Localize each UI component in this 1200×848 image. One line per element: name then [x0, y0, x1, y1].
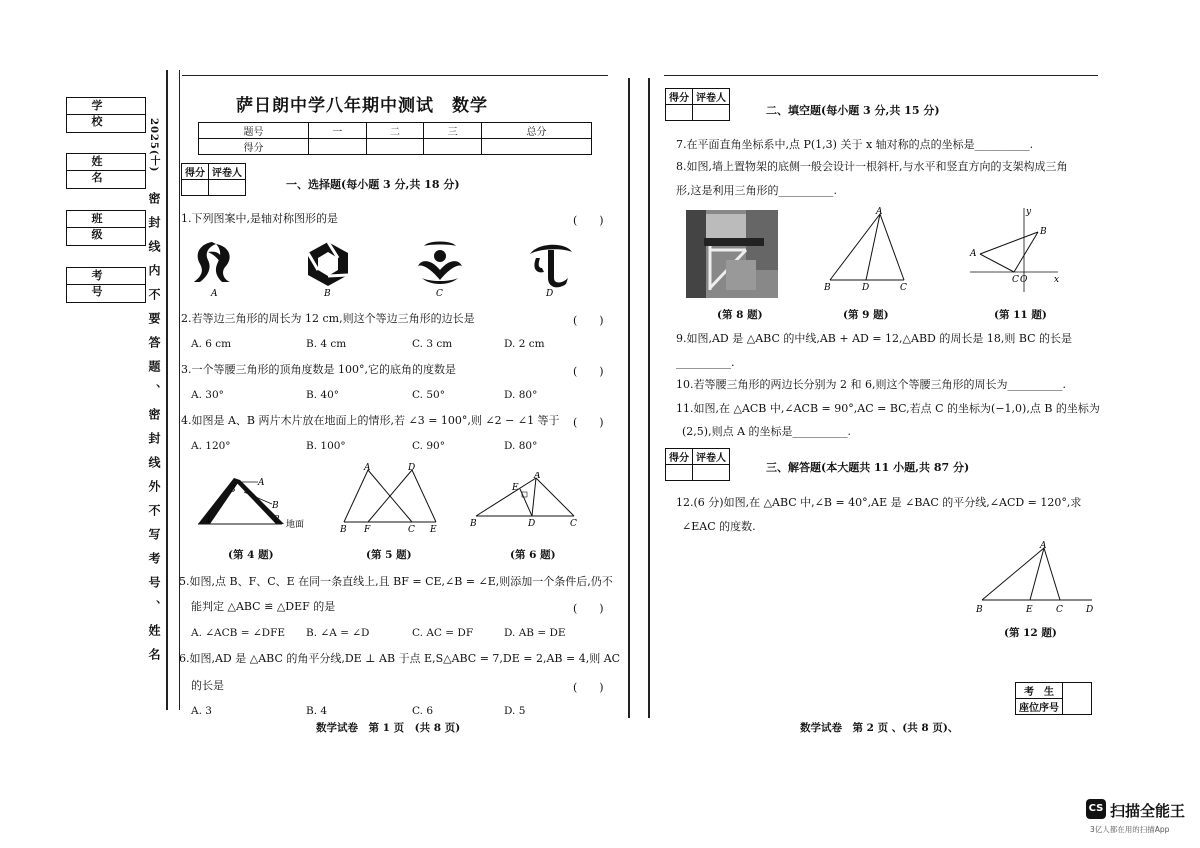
- q2-option: B. 4 cm: [306, 338, 347, 350]
- grader-cell: [209, 180, 246, 196]
- watermark-tagline: 3亿人都在用的扫描App: [1090, 825, 1170, 834]
- seat-label: 考 生: [1016, 683, 1063, 699]
- grader-cell: [693, 465, 730, 481]
- seal-line: [166, 70, 168, 710]
- q12-text-cont: ∠EAC 的度数.: [682, 520, 756, 533]
- q6-option: A. 3: [191, 705, 212, 717]
- svg-text:E: E: [512, 483, 519, 493]
- q4-option: B. 100°: [306, 440, 346, 452]
- ground-label: 地面: [286, 520, 305, 530]
- q6-option: D. 5: [504, 705, 526, 717]
- grader-box-1: [181, 163, 246, 196]
- answer-paren: ( ): [573, 214, 604, 227]
- class-label: 班 级: [67, 211, 145, 228]
- page1-top-rule: [182, 75, 608, 76]
- grader-label: 评卷人: [693, 449, 730, 465]
- q4-option: D. 80°: [504, 440, 538, 452]
- name-field: [66, 153, 146, 189]
- section1-title: 一、选择题(每小题 3 分,共 18 分): [286, 178, 460, 191]
- grader-box-3: [665, 448, 730, 481]
- q3-option: A. 30°: [191, 389, 224, 401]
- svg-text:O: O: [1020, 275, 1028, 285]
- score-header-cell: 一: [309, 123, 367, 139]
- q1-label-d: D: [546, 289, 554, 298]
- svg-text:C: C: [900, 283, 907, 293]
- q11-text-cont: (2,5),则点 A 的坐标是__________.: [682, 425, 852, 438]
- fig6-caption: (第 6 题): [510, 549, 556, 561]
- score-cell: [366, 139, 424, 155]
- fig11-caption: (第 11 题): [994, 309, 1047, 321]
- seat-label: 座位序号: [1016, 699, 1063, 715]
- page2-top-rule: [664, 75, 1098, 76]
- score-table: [198, 122, 592, 155]
- grader-cell: [693, 105, 730, 121]
- q6-text-cont: 的长是: [191, 679, 224, 692]
- logo-a-icon: [190, 238, 240, 298]
- grader-cell: [182, 180, 209, 196]
- answer-paren: ( ): [573, 365, 604, 378]
- camscanner-logo-icon: CS: [1086, 799, 1106, 819]
- score-cell: [481, 139, 591, 155]
- watermark-brand: 扫描全能王: [1110, 802, 1186, 820]
- q2-option: A. 6 cm: [191, 338, 232, 350]
- logo-b-icon: [300, 238, 356, 298]
- q5-option: A. ∠ACB = ∠DFE: [191, 627, 286, 639]
- q5-option: D. AB = DE: [504, 627, 566, 639]
- q9-text: 9.如图,AD 是 △ABC 的中线,AB + AD = 12,△ABD 的周长是 18,则 BC 的长是: [676, 332, 1073, 345]
- q1-label-c: C: [436, 289, 443, 298]
- svg-text:y: y: [1026, 207, 1032, 217]
- q10-text: 10.若等腰三角形的两边长分别为 2 和 6,则这个等腰三角形的周长为__________.: [676, 378, 1066, 391]
- score-header-cell: 三: [424, 123, 482, 139]
- q6-option: B. 4: [306, 705, 328, 717]
- svg-text:1: 1: [206, 515, 212, 525]
- q6-text: 6.如图,AD 是 △ABC 的角平分线,DE ⊥ AB 于点 E,S△ABC = 7,DE = 2,AB = 4,则 AC: [179, 652, 621, 665]
- svg-text:E: E: [1026, 605, 1033, 615]
- name-label: 姓 名: [67, 154, 145, 171]
- q3-option: C. 50°: [412, 389, 445, 401]
- seat-box: [1015, 682, 1092, 715]
- svg-text:D: D: [528, 519, 536, 529]
- seal-text: 密封线内不要答题、密封线外不写考号、姓名: [147, 192, 161, 672]
- score-cell: [424, 139, 482, 155]
- figure-q4: [196, 470, 316, 532]
- logo-c-icon: [412, 238, 468, 298]
- q1-label-b: B: [324, 289, 331, 298]
- year-code: 2025(十): [148, 118, 159, 173]
- figure-q11: [966, 204, 1066, 296]
- page1-footer: 数学试卷 第 1 页 (共 8 页): [316, 722, 461, 734]
- figure-q8: [686, 210, 778, 298]
- score-cell: [309, 139, 367, 155]
- seal-line-inner: [179, 70, 180, 710]
- svg-text:A: A: [364, 463, 371, 473]
- q4-option: C. 90°: [412, 440, 445, 452]
- svg-text:C: C: [1012, 275, 1019, 285]
- q11-text: 11.如图,在 △ACB 中,∠ACB = 90°,AC = BC,若点 C 的坐标为(−1,0),点 B 的坐标为: [676, 402, 1100, 415]
- fig8-caption: (第 8 题): [717, 309, 763, 321]
- svg-text:2: 2: [274, 515, 280, 525]
- figure-q9: [820, 204, 912, 296]
- page2-footer: 数学试卷 第 2 页 、(共 8 页)、: [800, 722, 959, 734]
- logo-d-icon: [522, 238, 578, 298]
- page-title: 萨日朗中学八年期中测试 数学: [236, 96, 488, 116]
- exam-no-label: 考 号: [67, 268, 145, 285]
- svg-text:C: C: [1056, 605, 1063, 615]
- q12-text: 12.(6 分)如图,在 △ABC 中,∠B = 40°,AE 是 ∠BAC 的平分线,∠ACD = 120°,求: [676, 496, 1082, 509]
- svg-text:C: C: [570, 519, 577, 529]
- svg-text:A: A: [534, 472, 541, 481]
- q5-text-cont: 能判定 △ABC ≌ △DEF 的是: [191, 600, 336, 613]
- fig12-caption: (第 12 题): [1004, 627, 1057, 639]
- svg-text:B: B: [824, 283, 831, 293]
- q6-option: C. 6: [412, 705, 434, 717]
- answer-paren: ( ): [573, 416, 604, 429]
- svg-text:A: A: [258, 478, 265, 488]
- svg-text:A: A: [876, 207, 883, 217]
- figure-q12: [972, 540, 1100, 618]
- q8-text: 8.如图,墙上置物架的底侧一般会设计一根斜杆,与水平和竖直方向的支架构成三角: [676, 160, 1068, 173]
- figure-q5: [336, 462, 442, 536]
- grader-label: 得分: [182, 164, 209, 180]
- svg-text:D: D: [408, 463, 416, 473]
- svg-text:3: 3: [230, 485, 236, 495]
- answer-paren: ( ): [573, 681, 604, 694]
- grader-label: 评卷人: [693, 89, 730, 105]
- svg-text:A: A: [970, 249, 977, 259]
- grader-cell: [666, 465, 693, 481]
- school-label: 学 校: [67, 98, 145, 115]
- center-divider: [648, 78, 650, 718]
- seat-cell: [1063, 683, 1092, 715]
- section3-title: 三、解答题(本大题共 11 小题,共 87 分): [766, 461, 970, 474]
- q5-option: C. AC = DF: [412, 627, 474, 639]
- q2-text: 2.若等边三角形的周长为 12 cm,则这个等边三角形的边长是: [181, 312, 475, 325]
- q9-text-cont: __________.: [676, 356, 735, 369]
- fig5-caption: (第 5 题): [366, 549, 412, 561]
- svg-text:B: B: [272, 501, 279, 511]
- q4-text: 4.如图是 A、B 两片木片放在地面上的情形,若 ∠3 = 100°,则 ∠2 − ∠1 等于: [181, 414, 560, 427]
- school-field: [66, 97, 146, 133]
- q7-text: 7.在平面直角坐标系中,点 P(1,3) 关于 x 轴对称的点的坐标是__________.: [676, 138, 1034, 151]
- svg-text:D: D: [1086, 605, 1094, 615]
- svg-text:C: C: [408, 525, 415, 535]
- grader-cell: [666, 105, 693, 121]
- grader-label: 得分: [666, 89, 693, 105]
- center-divider: [628, 78, 630, 718]
- figure-q6: [470, 472, 582, 532]
- q5-option: B. ∠A = ∠D: [306, 627, 370, 639]
- q2-option: D. 2 cm: [504, 338, 545, 350]
- q4-option: A. 120°: [191, 440, 231, 452]
- answer-paren: ( ): [573, 314, 604, 327]
- grader-box-2: [665, 88, 730, 121]
- grader-label: 得分: [666, 449, 693, 465]
- q3-option: B. 40°: [306, 389, 340, 401]
- q3-option: D. 80°: [504, 389, 538, 401]
- score-header-cell: 二: [366, 123, 424, 139]
- q5-text: 5.如图,点 B、F、C、E 在同一条直线上,且 BF = CE,∠B = ∠E,则添加一个条件后,仍不: [179, 575, 613, 588]
- svg-text:B: B: [976, 605, 983, 615]
- score-header-cell: 题号: [199, 123, 309, 139]
- q1-label-a: A: [211, 289, 218, 298]
- score-header-cell: 总分: [481, 123, 591, 139]
- grader-label: 评卷人: [209, 164, 246, 180]
- q8-text-cont: 形,这是利用三角形的__________.: [676, 184, 837, 197]
- q2-option: C. 3 cm: [412, 338, 453, 350]
- q1-text: 1.下列图案中,是轴对称图形的是: [181, 212, 338, 225]
- svg-text:D: D: [862, 283, 870, 293]
- score-row-label: 得分: [199, 139, 309, 155]
- exam-no-field: [66, 267, 146, 303]
- svg-text:B: B: [470, 519, 477, 529]
- answer-paren: ( ): [573, 602, 604, 615]
- section2-title: 二、填空题(每小题 3 分,共 15 分): [766, 104, 940, 117]
- fig4-caption: (第 4 题): [228, 549, 274, 561]
- class-field: [66, 210, 146, 246]
- svg-text:B: B: [340, 525, 347, 535]
- svg-text:B: B: [1040, 227, 1047, 237]
- fig9-caption: (第 9 题): [843, 309, 889, 321]
- svg-text:x: x: [1054, 275, 1060, 285]
- svg-text:E: E: [430, 525, 437, 535]
- svg-text:A: A: [1040, 541, 1047, 551]
- q3-text: 3.一个等腰三角形的顶角度数是 100°,它的底角的度数是: [181, 363, 456, 376]
- svg-text:F: F: [364, 525, 371, 535]
